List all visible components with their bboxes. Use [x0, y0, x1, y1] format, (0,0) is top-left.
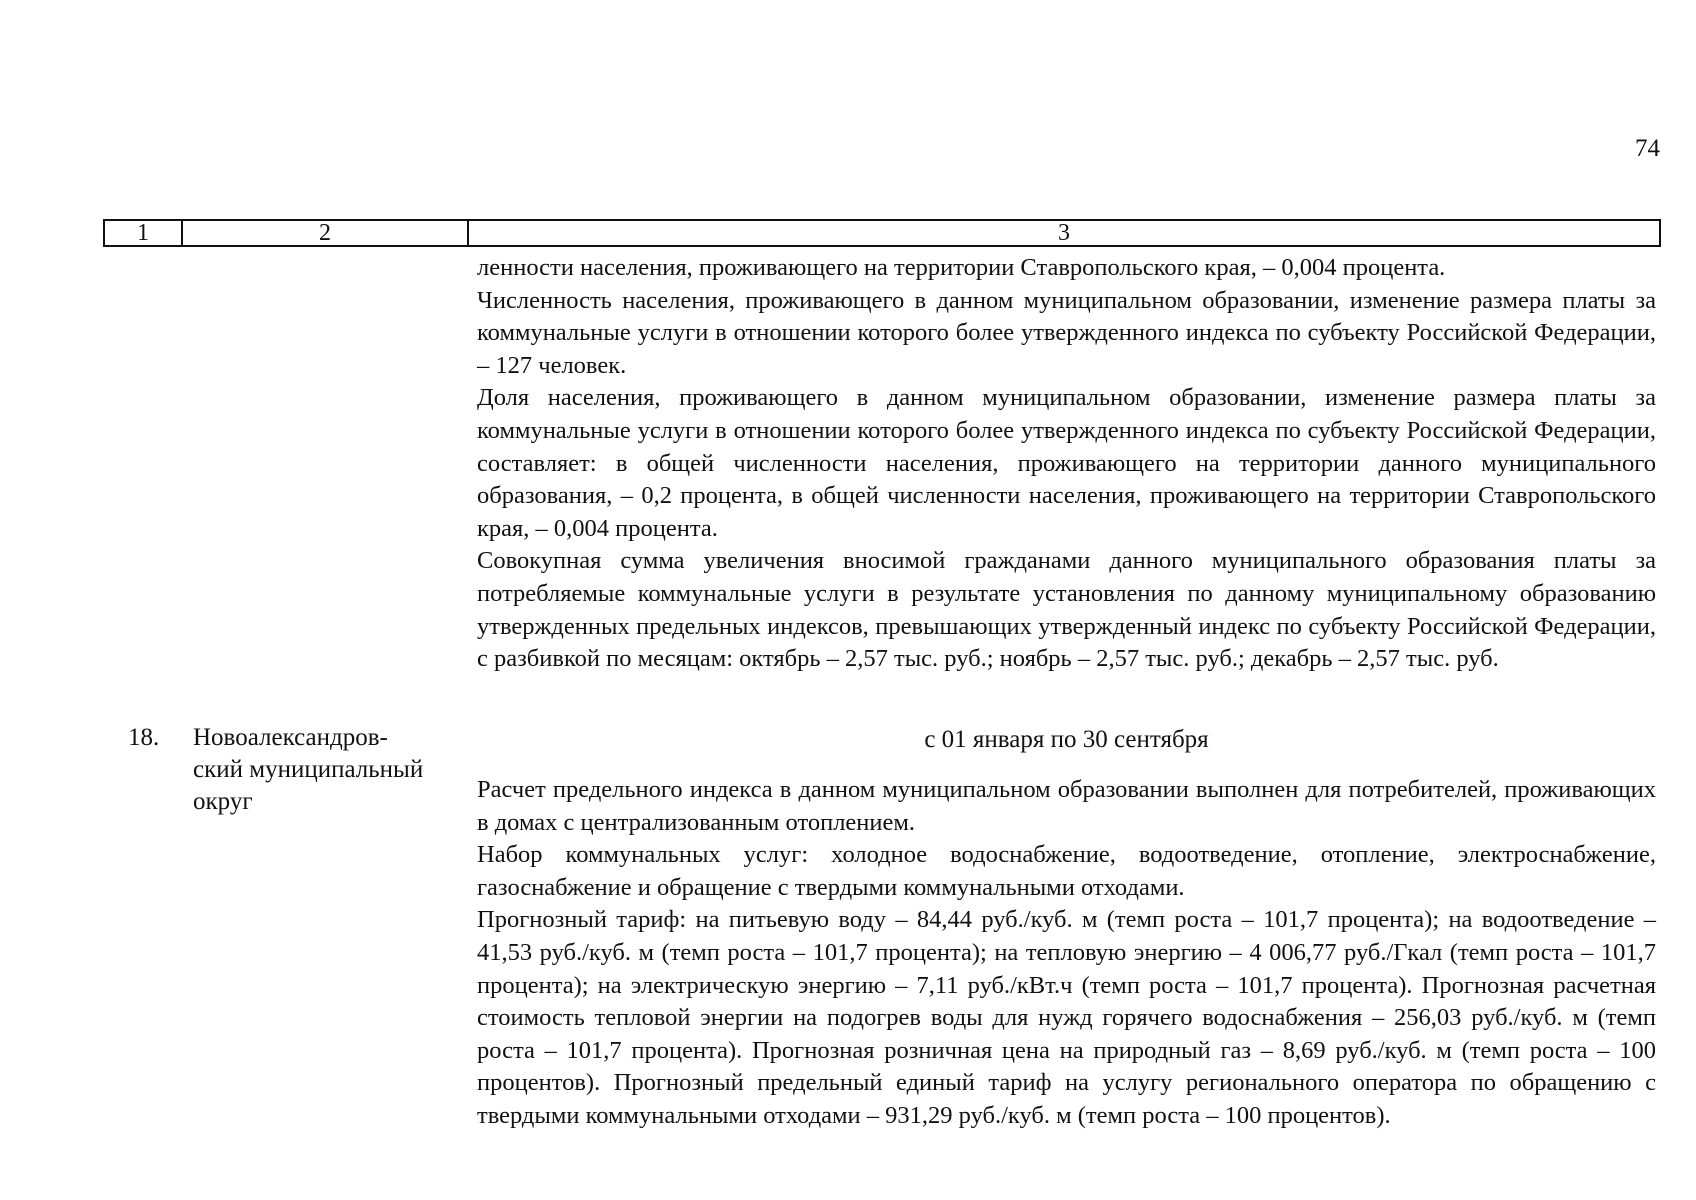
- municipality-name-line: Новоалександров-: [193, 724, 388, 751]
- table-header-row: [103, 219, 1661, 247]
- page-number: 74: [1635, 135, 1660, 162]
- column-header-2: 2: [183, 221, 469, 245]
- municipality-name-line: округ: [193, 788, 253, 815]
- column-header-1: 1: [105, 221, 183, 245]
- paragraph: Доля населения, проживающего в данном муниципальном образовании, изменение размера платы за коммунальные услуги в отношении которого более утвержденного индекса по субъекту Российской Федерации, составляет: в общей численности населения, проживающего на территории данного муниципального образования, – 0,2 процента, в общей численности населения, проживающего на территории Ставропольского края, – 0,004 процента.: [477, 384, 1656, 542]
- paragraph: Набор коммунальных услуг: холодное водоснабжение, водоотведение, отопление, электроснабжение, газоснабжение и обращение с твердыми коммунальными отходами.: [477, 841, 1656, 901]
- period-heading: с 01 января по 30 сентября: [924, 726, 1209, 753]
- paragraph: Совокупная сумма увеличения вносимой гражданами данного муниципального образования платы за потребляемые коммунальные услуги в результате установления по данному муниципальному образованию утвержденных предельных индексов, превышающих утвержденный индекс по субъекту Российской Федерации, с разбивкой по месяцам: октябрь – 2,57 тыс. руб.; ноябрь – 2,57 тыс. руб.; декабрь – 2,57 тыс. руб.: [477, 547, 1656, 673]
- paragraph: Численность населения, проживающего в данном муниципальном образовании, изменение размера платы за коммунальные услуги в отношении которого более утвержденного индекса по субъекту Российской Федерации, – 127 человек.: [477, 286, 1656, 379]
- previous-row-continuation: [477, 252, 1656, 676]
- column-header-3: 3: [1058, 220, 1070, 246]
- municipality-name: [193, 722, 463, 818]
- paragraph: Расчет предельного индекса в данном муниципальном образовании выполнен для потребителей, проживающих в домах с централизованным отоплением.: [477, 776, 1656, 836]
- paragraph: ленности населения, проживающего на территории Ставропольского края, – 0,004 процента.: [477, 254, 1446, 281]
- municipality-name-line: ский муниципальный: [193, 756, 424, 783]
- paragraph: Прогнозный тариф: на питьевую воду – 84,44 руб./куб. м (темп роста – 101,7 процента); на водоотведение – 41,53 руб./куб. м (темп роста – 101,7 процента); на тепловую энергию – 4 006,77 руб./Гкал (темп роста – 101,7 процента); на электрическую энергию – 7,11 руб./кВт.ч (темп роста – 101,7 процента). Прогнозная расчетная стоимость тепловой энергии на подогрев воды для нужд горячего водоснабжения – 256,03 руб./куб. м (темп роста – 101,7 процента). Прогнозная розничная цена на природный газ – 8,69 руб./куб. м (темп роста – 100 процентов). Прогнозный предельный единый тариф на услугу регионального оператора по обращению с твердыми коммунальными отходами – 931,29 руб./куб. м (темп роста – 100 процентов).: [477, 906, 1656, 1129]
- row-18-description: [477, 774, 1656, 1133]
- row-number: 18.: [128, 724, 160, 751]
